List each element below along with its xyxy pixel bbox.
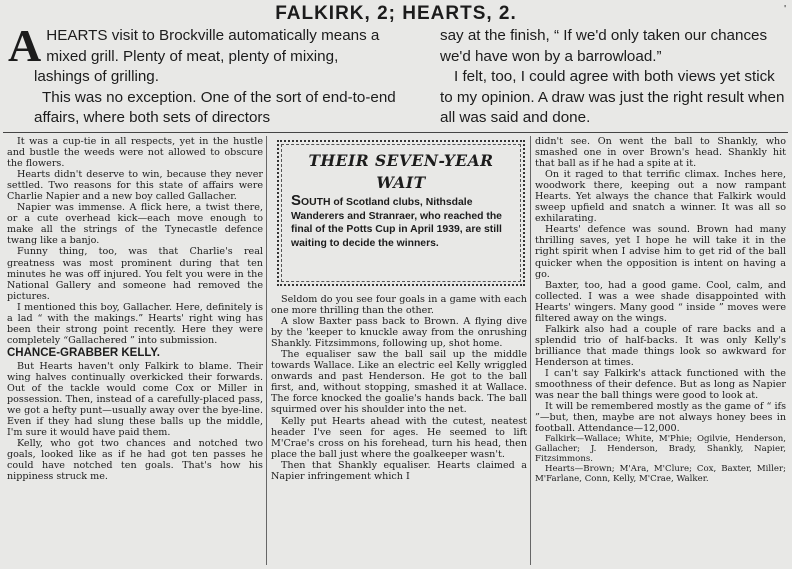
lead-para-3: say at the finish, “ If we'd only taken our chances we'd have won by a barrowload.” (440, 27, 768, 65)
column-3 (535, 136, 786, 566)
col1-para: It was a cup-tie in all respects, yet in the hustle and bustle the weeds were not allowed to obscure the flowers. (7, 136, 263, 170)
horizontal-rule (3, 132, 788, 133)
team-lineup-hearts: Hearts—Brown; M'Ara, M'Clure; Cox, Baxter, Miller; M'Farlane, Conn, Kelly, M'Crae, Walker. (535, 464, 786, 485)
lead-text-1: HEARTS visit to Brockville automatically means a mixed grill. Plenty of meat, plenty of mixing, lashings of grilling. (34, 27, 380, 85)
col3-para: Falkirk also had a couple of rare backs and a splendid trio of half-backs. It was only Kelly's brilliance that made things look so awkward for Henderson at times. (535, 323, 786, 368)
box-title: THEIR SEVEN-YEAR WAIT (308, 151, 494, 192)
box-cap: S (291, 192, 302, 209)
col3-para: Hearts' defence was sound. Brown had many thrilling saves, yet I hope he will take it in the right spirit when I advise him to get rid of the ball quicker when the opposition is intent on having a go. (535, 224, 786, 280)
lead-left (8, 20, 396, 130)
column-2 (271, 136, 527, 566)
col3-para: On it raged to that terrific climax. Inches here, woodwork there, keeping out a now rampant Hearts. Yet always the chance that Falkirk would sweep upfield and snatch a winner. It was all so exhilarating. (535, 169, 786, 225)
column-1 (7, 136, 263, 566)
team-lineup-falkirk: Falkirk—Wallace; White, M'Phie; Ogilvie, Henderson, Gallacher; J. Henderson, Brady, Shankly, Napier, Fitzsimmons. (535, 434, 786, 465)
col1-para: But Hearts haven't only Falkirk to blame. Their wing halves continually overkicked their forwards. Out of the tackle would come Cox or Miller in possession. Then, instead of a carefully-placed pass, we got a hefty punt—usually away over the bye-line. Even if they had slung these balls up the middle, I'm sure it would have paid them. (7, 360, 263, 439)
column-rule-1 (266, 136, 267, 565)
col3-para: I can't say Falkirk's attack functioned with the smoothness of their defence. But as long as Napier was near the ball things were good to look at. (535, 367, 786, 402)
col1-para: I mentioned this boy, Gallacher. Here, definitely is a lad “ with the makings.” Hearts' right wing has been their strong point recently. Here they were completely “Gallachered ” into submission. (7, 301, 263, 346)
col2-para: Then that Shankly equaliser. Hearts claimed a Napier infringement which I (271, 459, 527, 482)
box-text: OUTH of Scotland clubs, Nithsdale Wanderers and Stranraer, who reached the final of the Potts Cup in April 1939, are still waiting to decide the winners. (291, 197, 502, 249)
col2-para: The equaliser saw the ball sail up the middle towards Wallace. Like an electric eel Kelly wriggled onwards and past Henderson. He got to the ball first, and, without stopping, smashed it at Wallace. The force knocked the goalie's hands back. The ball squirmed over his shoulder into the net. (271, 349, 527, 416)
col1-para: Hearts didn't deserve to win, because they never settled. Two reasons for this state of affairs were Charlie Napier and a new boy called Gallacher. (7, 169, 263, 203)
sidebar-box (277, 140, 525, 286)
drop-cap: A (8, 20, 42, 71)
lead-para-1 (8, 20, 396, 88)
col2-para: Kelly put Hearts ahead with the cutest, neatest header I've seen for ages. He seemed to lift M'Crae's cross on his forehead, turn his head, then place the ball just where the goalkeeper wasn't. (271, 415, 527, 460)
col1-para: Napier was immense. A flick here, a twist there, or a cute overhead kick—each move enough to make all the strings of the Tynecastle defence twang like a banjo. (7, 202, 263, 247)
lead-right (440, 26, 785, 130)
col3-para: didn't see. On went the ball to Shankly, who smashed one in over Brown's head. Shankly hit that ball as if he had a spite at it. (535, 136, 786, 170)
subheading: CHANCE-GRABBER KELLY. (7, 346, 160, 359)
col2-para: A slow Baxter pass back to Brown. A flying dive by the 'keeper to knuckle away from the onrushing Shankly. Fitzsimmons, following up, shot home. (271, 316, 527, 350)
lead-para-4: I felt, too, I could agree with both views yet stick to my opinion. A draw was just the right result when all was said and done. (440, 68, 785, 126)
lead-para-2: This was no exception. One of the sort of end-to-end affairs, where both sets of directors (34, 88, 396, 126)
col2-para: Seldom do you see four goals in a game with each one more thrilling than the other. (271, 294, 527, 317)
col1-para: Kelly, who got two chances and notched two goals, looked like as if he had got ten passes he could have notched ten goals. That's how his nippiness struck me. (7, 438, 263, 483)
headline: FALKIRK, 2; HEARTS, 2. (275, 3, 517, 24)
col3-para: Baxter, too, had a good game. Cool, calm, and collected. I was a wee shade disappointed with Hearts' wingers. Many good “ inside ” moves were filtered away on the wings. (535, 279, 786, 324)
corner-mark: ' (784, 4, 786, 15)
col3-para: It will be remembered mostly as the game of “ ifs ”—but, then, maybe are not always honey bees in football. Attendance—12,000. (535, 401, 786, 435)
box-body (291, 194, 511, 250)
column-rule-2 (530, 136, 531, 565)
col1-para: Funny thing, too, was that Charlie's real greatness was most prominent during that ten minutes he was off injured. You felt you were in the National Gallery and someone had removed the pictures. (7, 246, 263, 302)
